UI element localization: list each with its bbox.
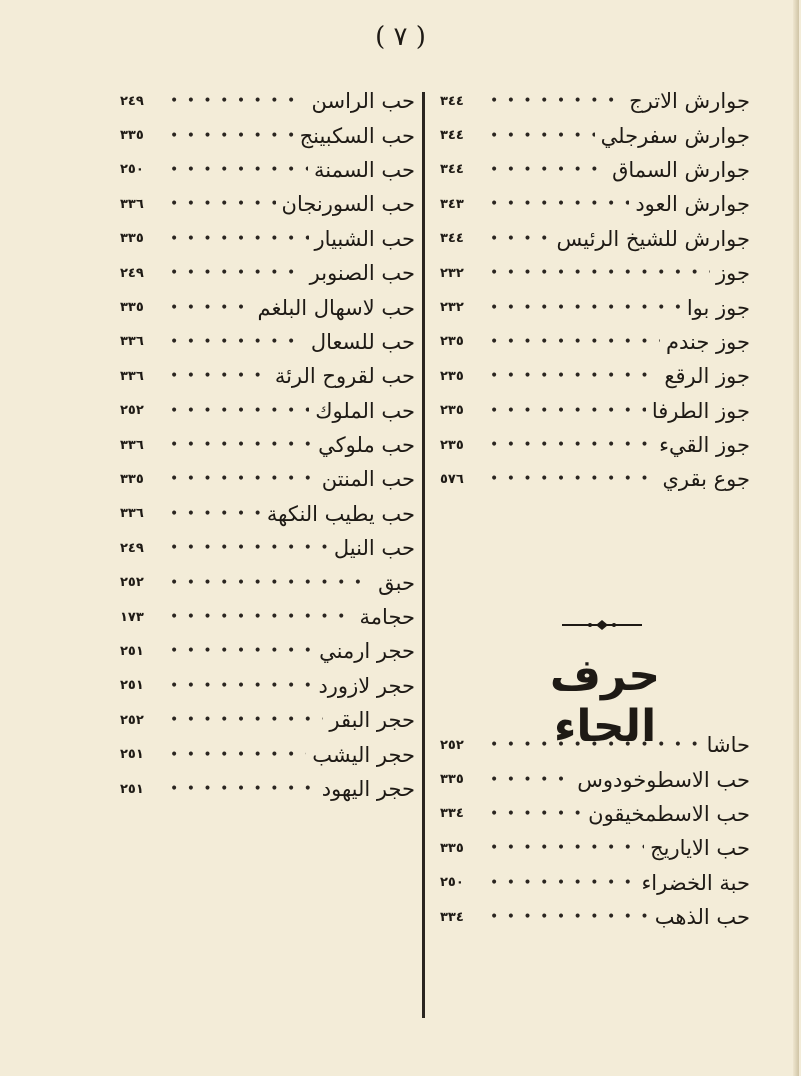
entry-name: حب الاسطمخيقون — [588, 801, 750, 826]
entry-page-number: ١٧٣ — [120, 609, 144, 625]
index-entry — [120, 737, 415, 771]
entry-name: حب النيل — [333, 536, 415, 561]
index-entry — [440, 900, 750, 934]
dot-leader — [170, 300, 252, 316]
entry-name: حجامة — [359, 605, 415, 630]
index-entry — [120, 497, 415, 531]
entry-name: جوارش العود — [635, 192, 750, 217]
dot-leader — [490, 93, 623, 109]
entry-name: حب المنتن — [321, 467, 415, 492]
entry-page-number: ٢٣٥ — [440, 403, 464, 419]
entry-name: حب الاسطوخودوس — [577, 767, 750, 792]
entry-name: حب للسعال — [310, 329, 415, 354]
entry-name: حب الملوك — [315, 398, 415, 423]
entry-page-number: ٢٤٩ — [120, 540, 144, 556]
index-entry — [120, 118, 415, 152]
entry-name: حبة الخضراء — [641, 870, 750, 895]
entry-page-number: ٣٤٤ — [440, 231, 464, 247]
dot-leader — [170, 231, 309, 247]
dot-leader — [170, 781, 316, 797]
entry-page-number: ٣٣٦ — [120, 334, 144, 350]
entry-page-number: ٣٣٦ — [120, 506, 144, 522]
entry-name: جوز جندم — [666, 329, 750, 354]
index-entry — [440, 797, 750, 831]
right-column — [440, 84, 750, 497]
entry-page-number: ٢٥١ — [120, 781, 144, 797]
dot-leader — [490, 162, 606, 178]
entry-name: حب السكبينج — [299, 123, 415, 148]
index-entry — [440, 222, 750, 256]
entry-page-number: ٢٥٢ — [120, 712, 144, 728]
index-entry — [120, 153, 415, 187]
dot-leader — [490, 368, 658, 384]
index-entry — [120, 428, 415, 462]
entry-page-number: ٣٣٤ — [440, 909, 464, 925]
dot-leader — [170, 403, 309, 419]
index-entry — [440, 428, 750, 462]
entry-name: جوارش الاترج — [629, 89, 750, 114]
entry-name: حب لاسهال البلغم — [257, 295, 415, 320]
index-entry — [440, 866, 750, 900]
entry-name: جوز القيء — [659, 433, 750, 458]
entry-page-number: ٣٣٥ — [440, 840, 464, 856]
entry-name: حجر ارمني — [319, 639, 415, 664]
entry-page-number: ٢٣٢ — [440, 265, 464, 281]
entry-name: حجر البقر — [329, 708, 415, 733]
entry-page-number: ٣٣٥ — [440, 772, 464, 788]
entry-page-number: ٣٣٦ — [120, 437, 144, 453]
entry-name: حاشا — [706, 733, 750, 758]
entry-name: جوع بقري — [662, 467, 750, 492]
entry-name: حب السورنجان — [281, 192, 415, 217]
entry-page-number: ٣٣٦ — [120, 368, 144, 384]
dot-leader — [170, 162, 308, 178]
entry-name: جوز الرقع — [664, 364, 750, 389]
entry-name: جوز — [716, 261, 750, 286]
dot-leader — [490, 128, 595, 144]
entry-page-number: ٣٤٤ — [440, 162, 464, 178]
index-entry — [120, 256, 415, 290]
dot-leader — [490, 334, 660, 350]
entry-page-number: ٢٣٥ — [440, 437, 464, 453]
dot-leader — [490, 265, 710, 281]
index-entry — [120, 290, 415, 324]
section-heading: حرف الحاء — [549, 650, 661, 752]
dot-leader — [170, 747, 306, 763]
entry-name: جوز الطرفا — [651, 398, 750, 423]
dot-leader — [170, 437, 312, 453]
entry-page-number: ٣٣٥ — [120, 231, 144, 247]
entry-page-number: ٣٤٤ — [440, 128, 464, 144]
entry-name: حب الصنوبر — [309, 261, 415, 286]
index-entry — [440, 118, 750, 152]
entry-page-number: ٣٤٣ — [440, 196, 464, 212]
entry-page-number: ٢٤٩ — [120, 265, 144, 281]
index-entry — [120, 703, 415, 737]
index-entry — [120, 359, 415, 393]
index-entry — [120, 84, 415, 118]
index-entry — [120, 187, 415, 221]
entry-page-number: ٥٧٦ — [440, 471, 464, 487]
dot-leader — [170, 196, 276, 212]
entry-page-number: ٣٣٥ — [120, 128, 144, 144]
entry-name: حجر اليشب — [312, 742, 415, 767]
dot-leader — [490, 471, 656, 487]
entry-page-number: ٢٥٠ — [120, 162, 144, 178]
index-entry — [440, 256, 750, 290]
entry-name: جوز بوا — [686, 295, 750, 320]
entry-page-number: ٢٥١ — [120, 678, 144, 694]
index-entry — [120, 565, 415, 599]
page-number: ( ٧ ) — [375, 22, 426, 52]
index-entry — [120, 325, 415, 359]
index-entry — [440, 728, 750, 762]
entry-page-number: ٢٣٢ — [440, 300, 464, 316]
entry-name: حب الشبيار — [314, 226, 415, 251]
entry-page-number: ٣٣٤ — [440, 806, 464, 822]
entry-name: حب ملوكي — [318, 433, 415, 458]
index-entry — [120, 634, 415, 668]
dot-leader — [490, 300, 681, 316]
entry-page-number: ٢٣٥ — [440, 368, 464, 384]
dot-leader — [490, 196, 629, 212]
dot-leader — [490, 437, 653, 453]
index-entry — [120, 772, 415, 806]
dot-leader — [170, 712, 323, 728]
ornament-divider — [562, 618, 642, 632]
dot-leader — [490, 737, 701, 753]
entry-page-number: ٣٣٥ — [120, 300, 144, 316]
index-entry — [120, 669, 415, 703]
index-entry — [440, 462, 750, 496]
entry-name: حب السمنة — [314, 157, 415, 182]
entry-name: جوارش سفرجلي — [600, 123, 750, 148]
entry-page-number: ٣٣٦ — [120, 196, 144, 212]
index-entry — [440, 831, 750, 865]
index-entry — [120, 462, 415, 496]
index-entry — [440, 325, 750, 359]
entry-page-number: ٣٤٤ — [440, 93, 464, 109]
dot-leader — [170, 506, 261, 522]
dot-leader — [490, 840, 644, 856]
dot-leader — [170, 128, 294, 144]
dot-leader — [490, 875, 635, 891]
dot-leader — [170, 609, 354, 625]
entry-page-number: ٢٣٥ — [440, 334, 464, 350]
page-edge — [793, 0, 799, 1076]
index-entry — [440, 187, 750, 221]
index-entry — [440, 153, 750, 187]
column-divider — [422, 92, 425, 1018]
dot-leader — [490, 909, 649, 925]
index-entry — [120, 600, 415, 634]
entry-name: حجر لازورد — [318, 673, 415, 698]
index-entry — [120, 222, 415, 256]
entry-name: جوارش السماق — [612, 157, 750, 182]
entry-page-number: ٢٤٩ — [120, 93, 144, 109]
dot-leader — [490, 403, 646, 419]
entry-page-number: ٣٣٥ — [120, 471, 144, 487]
entry-name: حب لقروح الرئة — [274, 364, 415, 389]
dot-leader — [490, 806, 582, 822]
index-entry — [440, 762, 750, 796]
entry-name: جوارش للشيخ الرئيس — [556, 226, 750, 251]
entry-name: حب الذهب — [654, 905, 750, 930]
dot-leader — [170, 334, 305, 350]
entry-name: حبق — [378, 570, 415, 595]
dot-leader — [170, 678, 312, 694]
entry-page-number: ٢٥٢ — [120, 575, 144, 591]
entry-page-number: ٢٥١ — [120, 747, 144, 763]
entry-name: حب الراسن — [311, 89, 415, 114]
left-column — [120, 84, 415, 806]
dot-leader — [170, 265, 304, 281]
entry-page-number: ٢٥٢ — [120, 403, 144, 419]
dot-leader — [490, 772, 571, 788]
index-entry — [440, 359, 750, 393]
entry-page-number: ٢٥١ — [120, 643, 144, 659]
dot-leader — [170, 540, 328, 556]
entry-name: حب يطيب النكهة — [266, 501, 415, 526]
dot-leader — [170, 575, 372, 591]
dot-leader — [170, 471, 316, 487]
entry-page-number: ٢٥٢ — [440, 737, 464, 753]
entry-name: حب الاياريج — [650, 836, 750, 861]
dot-leader — [170, 643, 313, 659]
dot-leader — [170, 93, 305, 109]
index-entry — [440, 290, 750, 324]
index-entry — [120, 394, 415, 428]
entry-name: حجر اليهود — [321, 777, 415, 801]
entry-page-number: ٢٥٠ — [440, 875, 464, 891]
dot-leader — [170, 368, 269, 384]
section-entries — [440, 728, 750, 934]
index-entry — [440, 394, 750, 428]
dot-leader — [490, 231, 550, 247]
index-entry — [440, 84, 750, 118]
index-entry — [120, 531, 415, 565]
